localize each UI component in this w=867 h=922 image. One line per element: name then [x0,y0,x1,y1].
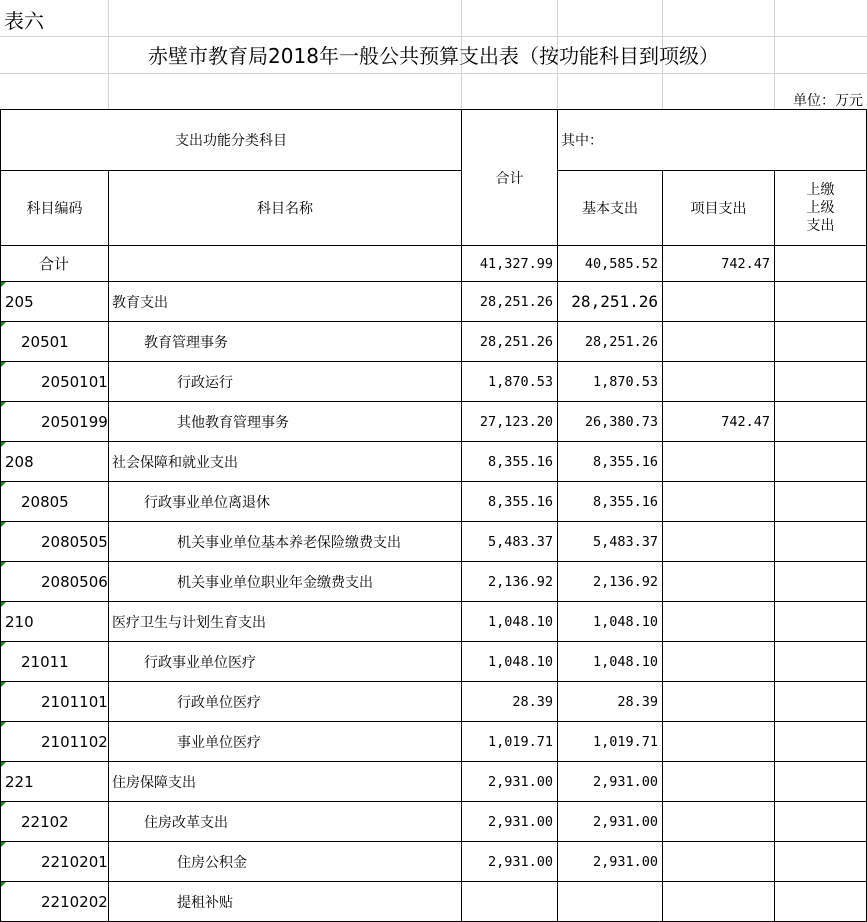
cell-project [662,801,775,842]
cell-total: 1,019.71 [461,721,558,762]
cell-basic: 2,931.00 [557,841,663,882]
cell-code: 2210201 [0,841,109,882]
cell-code: 221 [0,761,109,802]
cell-total: 28.39 [461,681,558,722]
cell-marker-icon [1,282,6,287]
cell-upper [774,641,867,682]
cell-project [662,881,775,922]
cell-name: 机关事业单位基本养老保险缴费支出 [108,521,462,562]
cell-basic [557,881,663,922]
cell-total: 8,355.16 [461,481,558,522]
cell-marker-icon [1,522,6,527]
cell-basic: 1,870.53 [557,361,663,402]
cell-total: 28,251.26 [461,321,558,362]
cell-basic: 40,585.52 [557,245,663,282]
cell-name: 行政事业单位离退休 [108,481,462,522]
cell-upper [774,841,867,882]
cell-total [461,881,558,922]
cell-total: 1,048.10 [461,601,558,642]
sheet-label: 表六 [4,8,44,33]
cell-upper [774,281,867,322]
page-title: 赤壁市教育局2018年一般公共预算支出表（按功能科目到项级） [148,44,719,68]
cell-project [662,361,775,402]
cell-name: 教育管理事务 [108,321,462,362]
cell-upper [774,601,867,642]
header-code: 科目编码 [0,170,109,246]
cell-name: 住房公积金 [108,841,462,882]
cell-basic: 2,931.00 [557,761,663,802]
cell-marker-icon [1,682,6,687]
cell-name: 提租补贴 [108,881,462,922]
cell-project [662,561,775,602]
cell-total: 5,483.37 [461,521,558,562]
cell-code: 2101101 [0,681,109,722]
cell-upper [774,441,867,482]
cell-code: 2080505 [0,521,109,562]
cell-upper [774,245,867,282]
cell-name: 其他教育管理事务 [108,401,462,442]
cell-name: 机关事业单位职业年金缴费支出 [108,561,462,602]
cell-code: 2101102 [0,721,109,762]
cell-basic: 28,251.26 [557,321,663,362]
cell-name: 社会保障和就业支出 [108,441,462,482]
cell-total: 28,251.26 [461,281,558,322]
cell-project [662,281,775,322]
cell-marker-icon [1,802,6,807]
header-basic: 基本支出 [557,170,663,246]
cell-project [662,681,775,722]
cell-total: 2,136.92 [461,561,558,602]
cell-marker-icon [1,602,6,607]
cell-code: 205 [0,281,109,322]
cell-upper [774,721,867,762]
cell-basic: 1,048.10 [557,641,663,682]
cell-upper [774,761,867,802]
cell-marker-icon [1,642,6,647]
cell-code: 22102 [0,801,109,842]
cell-basic: 26,380.73 [557,401,663,442]
cell-upper [774,681,867,722]
cell-code: 合计 [0,245,109,282]
cell-name [108,245,462,282]
cell-name: 事业单位医疗 [108,721,462,762]
cell-project [662,481,775,522]
cell-upper [774,521,867,562]
cell-marker-icon [1,362,6,367]
cell-total: 2,931.00 [461,801,558,842]
cell-project [662,441,775,482]
cell-project [662,641,775,682]
cell-upper [774,801,867,842]
cell-name: 住房改革支出 [108,801,462,842]
cell-name: 行政事业单位医疗 [108,641,462,682]
cell-total: 27,123.20 [461,401,558,442]
cell-basic: 1,048.10 [557,601,663,642]
cell-name: 教育支出 [108,281,462,322]
header-name: 科目名称 [108,170,462,246]
cell-basic: 8,355.16 [557,481,663,522]
cell-basic: 1,019.71 [557,721,663,762]
cell-project [662,721,775,762]
cell-upper [774,401,867,442]
cell-basic: 5,483.37 [557,521,663,562]
cell-code: 20805 [0,481,109,522]
cell-project: 742.47 [662,401,775,442]
cell-marker-icon [1,442,6,447]
cell-upper [774,321,867,362]
cell-code: 2210202 [0,881,109,922]
header-project: 项目支出 [662,170,775,246]
cell-basic: 2,931.00 [557,801,663,842]
cell-marker-icon [1,402,6,407]
cell-code: 210 [0,601,109,642]
cell-code: 21011 [0,641,109,682]
cell-code: 208 [0,441,109,482]
cell-upper [774,561,867,602]
cell-total: 1,870.53 [461,361,558,402]
cell-code: 2050101 [0,361,109,402]
header-upper: 上缴上级支出 [774,170,867,246]
cell-project [662,321,775,362]
cell-code: 2050199 [0,401,109,442]
cell-total: 41,327.99 [461,245,558,282]
cell-code: 2080506 [0,561,109,602]
cell-marker-icon [1,882,6,887]
cell-project [662,841,775,882]
cell-marker-icon [1,842,6,847]
cell-total: 1,048.10 [461,641,558,682]
cell-marker-icon [1,482,6,487]
cell-marker-icon [1,722,6,727]
header-of-which: 其中： [557,109,867,171]
cell-project [662,601,775,642]
cell-project: 742.47 [662,245,775,282]
cell-basic: 28,251.26 [557,281,663,322]
cell-marker-icon [1,762,6,767]
header-total: 合计 [461,109,558,246]
cell-name: 住房保障支出 [108,761,462,802]
header-group: 支出功能分类科目 [0,109,462,171]
cell-basic: 2,136.92 [557,561,663,602]
cell-name: 医疗卫生与计划生育支出 [108,601,462,642]
cell-upper [774,361,867,402]
cell-total: 2,931.00 [461,761,558,802]
cell-name: 行政单位医疗 [108,681,462,722]
cell-total: 8,355.16 [461,441,558,482]
cell-basic: 8,355.16 [557,441,663,482]
cell-marker-icon [1,562,6,567]
cell-upper [774,881,867,922]
cell-name: 行政运行 [108,361,462,402]
unit-label: 单位：万元 [793,93,863,109]
cell-basic: 28.39 [557,681,663,722]
cell-project [662,521,775,562]
cell-marker-icon [1,322,6,327]
cell-upper [774,481,867,522]
cell-project [662,761,775,802]
cell-total: 2,931.00 [461,841,558,882]
cell-code: 20501 [0,321,109,362]
